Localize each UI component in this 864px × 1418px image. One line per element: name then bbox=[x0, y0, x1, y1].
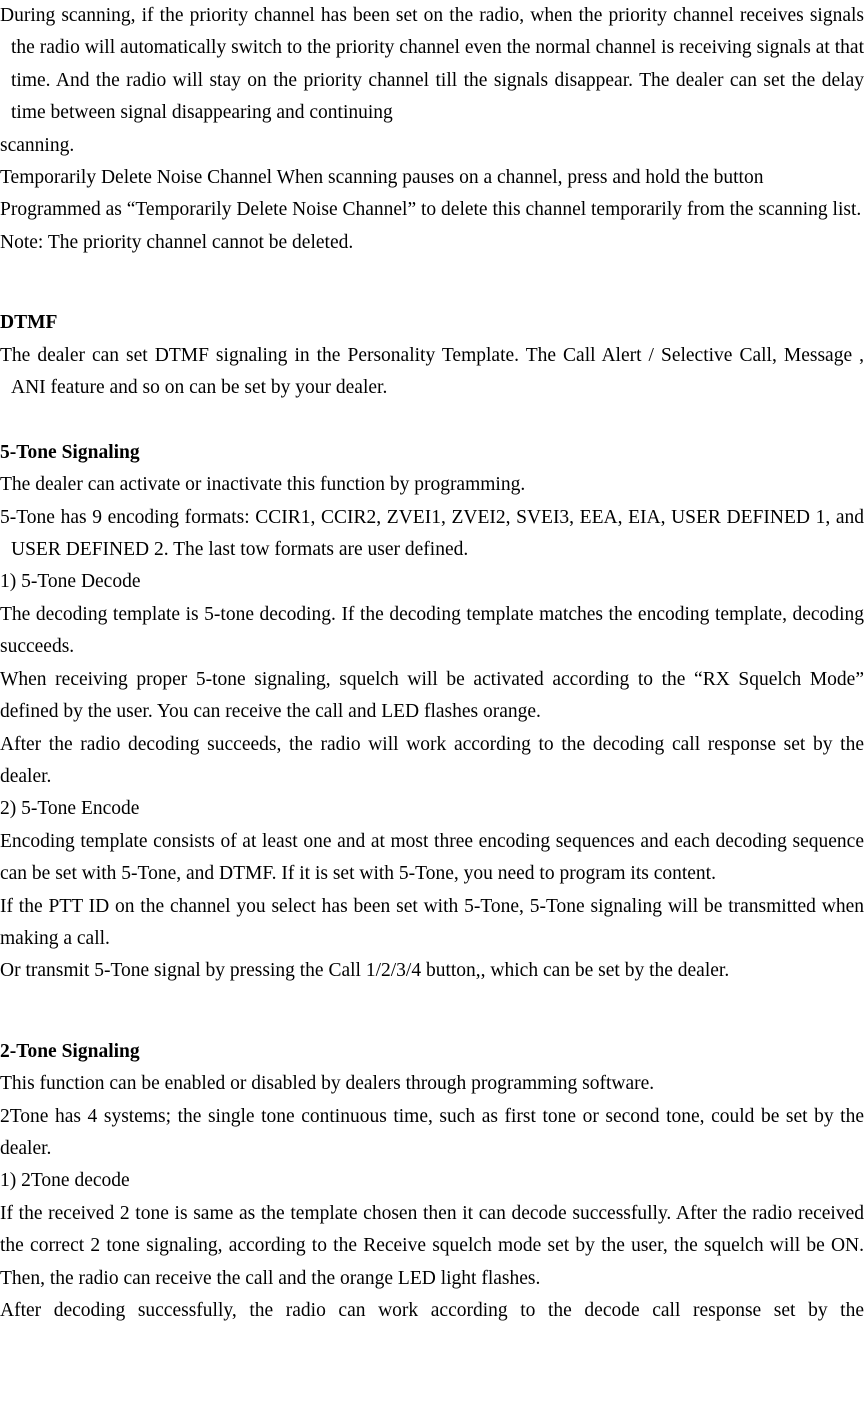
five-tone-decode-paragraph: When receiving proper 5-tone signaling, squelch will be activated according to the “RX Squelch Mode” defined by the user. You can receive the call and LED flashes orange. bbox=[0, 668, 864, 723]
dtmf-heading: DTMF bbox=[0, 312, 58, 334]
two-tone-decode-heading: 1) 2Tone decode bbox=[0, 1170, 130, 1192]
delete-noise-paragraph: Temporarily Delete Noise Channel When scanning pauses on a channel, press and hold the button bbox=[0, 167, 764, 189]
five-tone-decode-heading: 1) 5-Tone Decode bbox=[0, 571, 141, 593]
dtmf-paragraph: The dealer can set DTMF signaling in the Personality Template. The Call Alert / Selective Call, Message , ANI feature and so on can be set by your dealer. bbox=[0, 344, 864, 399]
section-spacer bbox=[0, 259, 864, 307]
five-tone-encode-paragraph: Encoding template consists of at least one and at most three encoding sequences and each decoding sequence can be set with 5-Tone, and DTMF. If it is set with 5-Tone, you need to program its content. bbox=[0, 830, 864, 885]
five-tone-encode-paragraph: Or transmit 5-Tone signal by pressing the Call 1/2/3/4 button,, which can be set by the dealer. bbox=[0, 960, 730, 982]
five-tone-decode-paragraph: After the radio decoding succeeds, the radio will work according to the decoding call response set by the dealer. bbox=[0, 733, 864, 787]
five-tone-encode-paragraph: If the PTT ID on the channel you select has been set with 5-Tone, 5-Tone signaling will be transmitted when making a call. bbox=[0, 895, 864, 949]
five-tone-heading: 5-Tone Signaling bbox=[0, 441, 140, 463]
intro-paragraph-end: scanning. bbox=[0, 134, 75, 156]
intro-paragraph: During scanning, if the priority channel has been set on the radio, when the priority channel receives signals the radio will automatically switch to the priority channel even the normal channel is receiving signals at that time. And the radio will stay on the priority channel till the signals disappear. The dealer can set the delay time between signal disappearing and continuing bbox=[0, 5, 864, 124]
five-tone-paragraph: The dealer can activate or inactivate this function by programming. bbox=[0, 474, 526, 496]
priority-note: Note: The priority channel cannot be deleted. bbox=[0, 231, 354, 253]
delete-noise-instruction: Programmed as “Temporarily Delete Noise Channel” to delete this channel temporarily from the scanning list. bbox=[0, 199, 862, 221]
two-tone-decode-paragraph: If the received 2 tone is same as the template chosen then it can decode successfully. After the radio received the correct 2 tone signaling, according to the Receive squelch mode set by the user, the squelch will be ON. Then, the radio can receive the call and the orange LED light flashes. bbox=[0, 1202, 864, 1289]
five-tone-formats: 5-Tone has 9 encoding formats: CCIR1, CCIR2, ZVEI1, ZVEI2, SVEI3, EEA, EIA, USER DEFINED 1, and USER DEFINED 2. The last tow formats are user defined. bbox=[0, 506, 864, 561]
two-tone-decode-paragraph: After decoding successfully, the radio can work according to the decode call response set by the bbox=[0, 1300, 864, 1322]
two-tone-heading: 2-Tone Signaling bbox=[0, 1040, 140, 1062]
five-tone-encode-heading: 2) 5-Tone Encode bbox=[0, 798, 140, 820]
two-tone-paragraph: This function can be enabled or disabled by dealers through programming software. bbox=[0, 1073, 655, 1095]
section-spacer bbox=[0, 404, 864, 436]
two-tone-paragraph: 2Tone has 4 systems; the single tone continuous time, such as first tone or second tone, could be set by the dealer. bbox=[0, 1105, 864, 1159]
five-tone-decode-paragraph: The decoding template is 5-tone decoding. If the decoding template matches the encoding template, decoding succeeds. bbox=[0, 603, 864, 658]
section-spacer bbox=[0, 988, 864, 1036]
